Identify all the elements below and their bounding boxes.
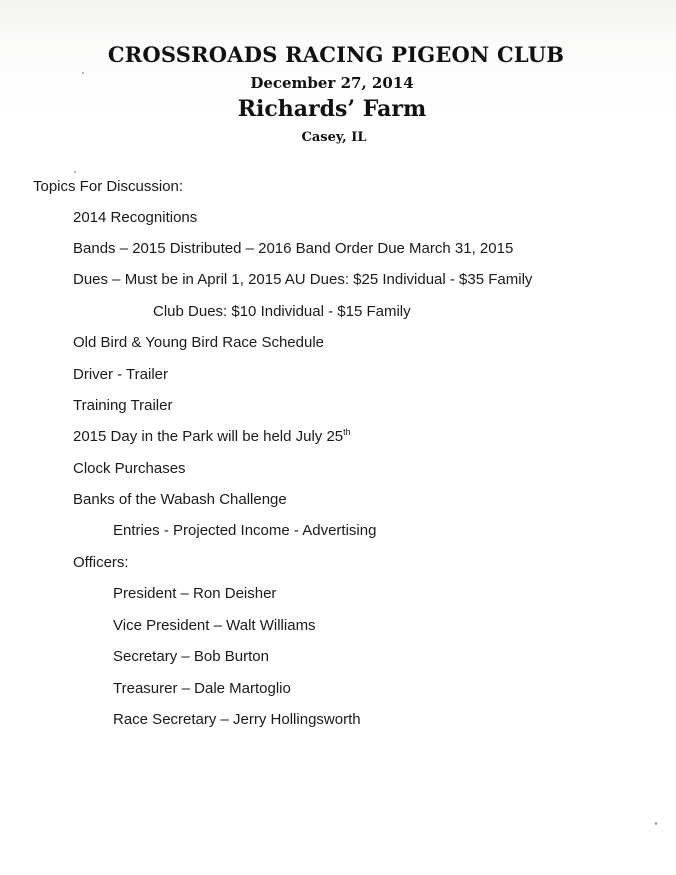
topic-bands: Bands – 2015 Distributed – 2016 Band Order Due March 31, 2015 <box>73 240 514 257</box>
topic-clock-purchases: Clock Purchases <box>73 460 186 477</box>
meeting-city: Casey, IL <box>301 130 367 145</box>
meeting-location: Richards’ Farm <box>237 96 427 122</box>
topic-dues: Dues – Must be in April 1, 2015 AU Dues: $25 Individual - $35 Family <box>73 271 533 288</box>
topic-wabash-details: Entries - Projected Income - Advertising <box>113 522 377 539</box>
ordinal-suffix: th <box>343 427 351 437</box>
scan-speck <box>655 822 657 825</box>
scan-speck <box>82 72 84 74</box>
topic-wabash-challenge: Banks of the Wabash Challenge <box>73 491 287 508</box>
day-in-park-text: 2015 Day in the Park will be held July 25 <box>73 428 344 445</box>
topic-race-schedule: Old Bird & Young Bird Race Schedule <box>73 334 324 351</box>
officer-treasurer: Treasurer – Dale Martoglio <box>113 680 291 697</box>
officer-secretary: Secretary – Bob Burton <box>113 648 269 665</box>
officer-president: President – Ron Deisher <box>113 585 277 602</box>
scan-speck <box>74 171 76 173</box>
topic-day-in-park <box>73 428 351 445</box>
officer-vice-president: Vice President – Walt Williams <box>113 617 316 634</box>
topic-recognitions: 2014 Recognitions <box>73 209 198 226</box>
topic-driver-trailer: Driver - Trailer <box>73 366 169 383</box>
meeting-date: December 27, 2014 <box>250 74 414 92</box>
topic-training-trailer: Training Trailer <box>73 397 173 414</box>
officers-heading: Officers: <box>73 554 129 571</box>
topic-club-dues: Club Dues: $10 Individual - $15 Family <box>153 303 411 320</box>
club-name-title: CROSSROADS RACING PIGEON CLUB <box>107 42 565 67</box>
officer-race-secretary: Race Secretary – Jerry Hollingsworth <box>113 711 361 728</box>
topics-heading: Topics For Discussion: <box>33 178 184 195</box>
